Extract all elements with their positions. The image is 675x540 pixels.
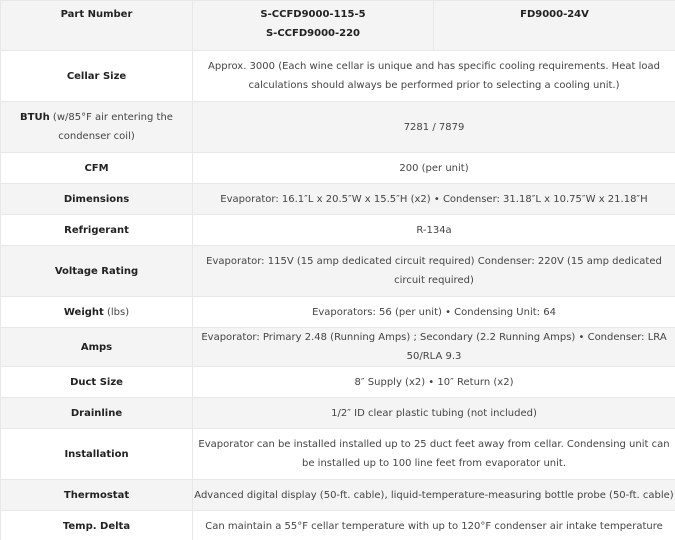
row-value: Advanced digital display (50-ft. cable), liquid-temperature-measuring bottle probe (50-ft. cable) [193,480,675,511]
table-row [1,398,675,429]
row-value: Evaporator: 115V (15 amp dedicated circuit required) Condenser: 220V (15 amp dedicated circuit required) [193,246,675,297]
row-label: Drainline [1,398,193,429]
part-number-line: S-CCFD9000-220 [265,28,361,39]
part-number-value-1 [193,1,434,51]
row-label: Cellar Size [1,51,193,102]
table-row [1,297,675,328]
table-row [1,480,675,511]
table-row [1,328,675,367]
row-value: Evaporator: Primary 2.48 (Running Amps) ; Secondary (2.2 Running Amps) • Condenser: LRA 50/RLA 9.3 [193,328,675,367]
part-number-line: S-CCFD9000-115-5 [260,9,366,20]
table-row [1,511,675,540]
row-label: Refrigerant [1,215,193,246]
row-value: 8″ Supply (x2) • 10″ Return (x2) [193,367,675,398]
row-value: Approx. 3000 (Each wine cellar is unique and has specific cooling requirements. Heat load calculations should always be performed prior to selecting a cooling unit.) [193,51,675,102]
row-value: Evaporator can be installed installed up to 25 duct feet away from cellar. Condensing unit can be installed up to 100 line feet from evaporator unit. [193,429,675,480]
row-label: Weight (lbs) [1,297,193,328]
table-header-row [1,1,675,51]
part-number-value-2: FD9000-24V [434,1,675,51]
table-row [1,51,675,102]
table-row [1,153,675,184]
row-value: 7281 / 7879 [193,102,675,153]
row-label: Voltage Rating [1,246,193,297]
row-label: Duct Size [1,367,193,398]
row-label: BTUh (w/85°F air entering the condenser coil) [1,102,193,153]
row-label: Temp. Delta [1,511,193,540]
table-row [1,246,675,297]
table-row [1,184,675,215]
table-row [1,102,675,153]
table-row [1,215,675,246]
row-label: Dimensions [1,184,193,215]
row-label: Installation [1,429,193,480]
row-value: Can maintain a 55°F cellar temperature with up to 120°F condenser air intake temperature [193,511,675,540]
table-row [1,429,675,480]
row-value: 1/2″ ID clear plastic tubing (not included) [193,398,675,429]
row-value: Evaporator: 16.1″L x 20.5″W x 15.5″H (x2) • Condenser: 31.18″L x 10.75″W x 21.18″H [193,184,675,215]
part-number-label: Part Number [1,1,193,51]
row-value: R-134a [193,215,675,246]
table-row [1,367,675,398]
row-value: 200 (per unit) [193,153,675,184]
row-value: Evaporators: 56 (per unit) • Condensing Unit: 64 [193,297,675,328]
row-label: Amps [1,328,193,367]
row-label: Thermostat [1,480,193,511]
row-label: CFM [1,153,193,184]
